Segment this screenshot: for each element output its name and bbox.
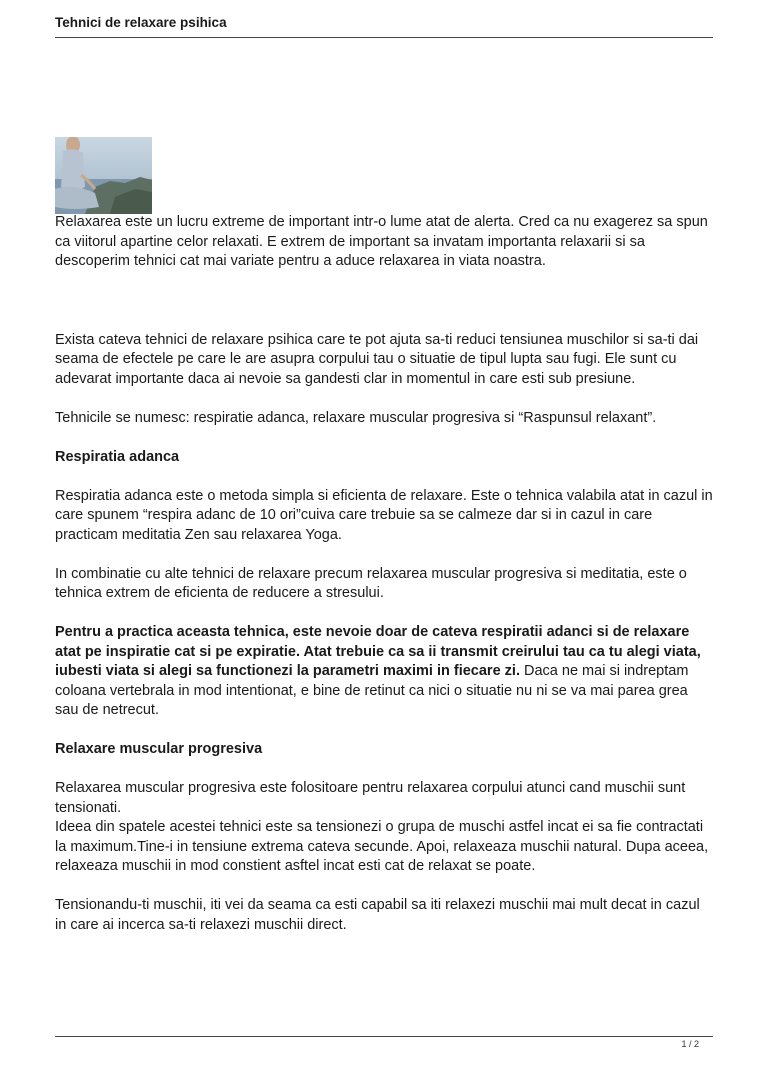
paragraph-muscle-idea: Ideea din spatele acestei tehnici este sa tensionezi o grupa de muschi astfel incat ei sa fie contractati la maximum.Tine-i in tensiune extrema cateva secunde. Apoi, relaxeaza muschii natural. Dupa aceea, relaxeaza muschii in mod constient asftel incat esti cat de relaxat se poate. — [55, 819, 709, 874]
page-number: 1 / 2 — [681, 1039, 699, 1049]
heading-respiratia-adanca: Respiratia adanca — [55, 448, 180, 465]
practice-rest-text: Daca ne mai si indreptam coloana vertebrala in mod intentionat, e bine de retinut ca nici o situatie nu ni se va mai parea grea sau de netrecut. — [55, 663, 689, 718]
paragraph-intro: Relaxarea este un lucru extreme de important intr-o lume atat de alerta. Cred ca nu exagerez sa spun ca viitorul apartine celor relaxati. E extrem de important sa invatam importanta relaxarii si sa descoperim tehnici cat mai variate pentru a aduce relaxarea in viata noastra. — [55, 214, 708, 269]
paragraph-practice — [55, 623, 715, 721]
practice-bold-text: Pentru a practica aceasta tehnica, este nevoie doar de cateva respiratii adanci si de relaxare atat pe inspiratie cat si pe expiratie. Atat trebuie ca sa ii transmit creirului tau ca tu alegi viata, iubesti viata si alegi sa functionezi la parametri maximi in fiecare zi. — [55, 624, 701, 679]
paragraph-deep-breathing: Respiratia adanca este o metoda simpla si eficienta de relaxare. Este o tehnica valabila atat in cazul in care spunem “respira adanc de 10 ori”cuiva care trebuie sa se calmeze dar si in cazul in care practicam meditatia Zen sau relaxarea Yoga. — [55, 487, 713, 543]
meditation-photo-image — [55, 137, 152, 214]
paragraph-muscle-intro: Relaxarea muscular progresiva este folositoare pentru relaxarea corpului atunci cand muschii sunt tensionati. — [55, 780, 686, 816]
paragraph-techniques: Exista cateva tehnici de relaxare psihica care te pot ajuta sa-ti reduci tensiunea muschilor si sa-ti dai seama de efectele pe care le are asupra corpului tau o situatie de tipul lupta sau fugi. Ele sunt cu adevarat importante daca ai nevoie sa gandesti clar in momentul in care esti sub presiune. — [55, 331, 699, 387]
article-body — [55, 213, 715, 935]
header-rule — [55, 37, 713, 38]
document-title: Tehnici de relaxare psihica — [55, 15, 227, 30]
paragraph-technique-names: Tehnicile se numesc: respiratie adanca, relaxare muscular progresiva si “Raspunsul relaxant”. — [55, 409, 657, 426]
meditation-photo — [55, 137, 152, 214]
paragraph-tensioning: Tensionandu-ti muschii, iti vei da seama ca esti capabil sa iti relaxezi muschii mai mult decat in cazul in care ai incerca sa-ti relaxezi muschii direct. — [55, 897, 700, 933]
paragraph-combination: In combinatie cu alte tehnici de relaxare precum relaxarea muscular progresiva si meditatia, este o tehnica extrem de eficienta de reducere a stresului. — [55, 565, 687, 601]
footer-rule — [55, 1036, 713, 1037]
heading-relaxare-muscular: Relaxare muscular progresiva — [55, 741, 263, 757]
